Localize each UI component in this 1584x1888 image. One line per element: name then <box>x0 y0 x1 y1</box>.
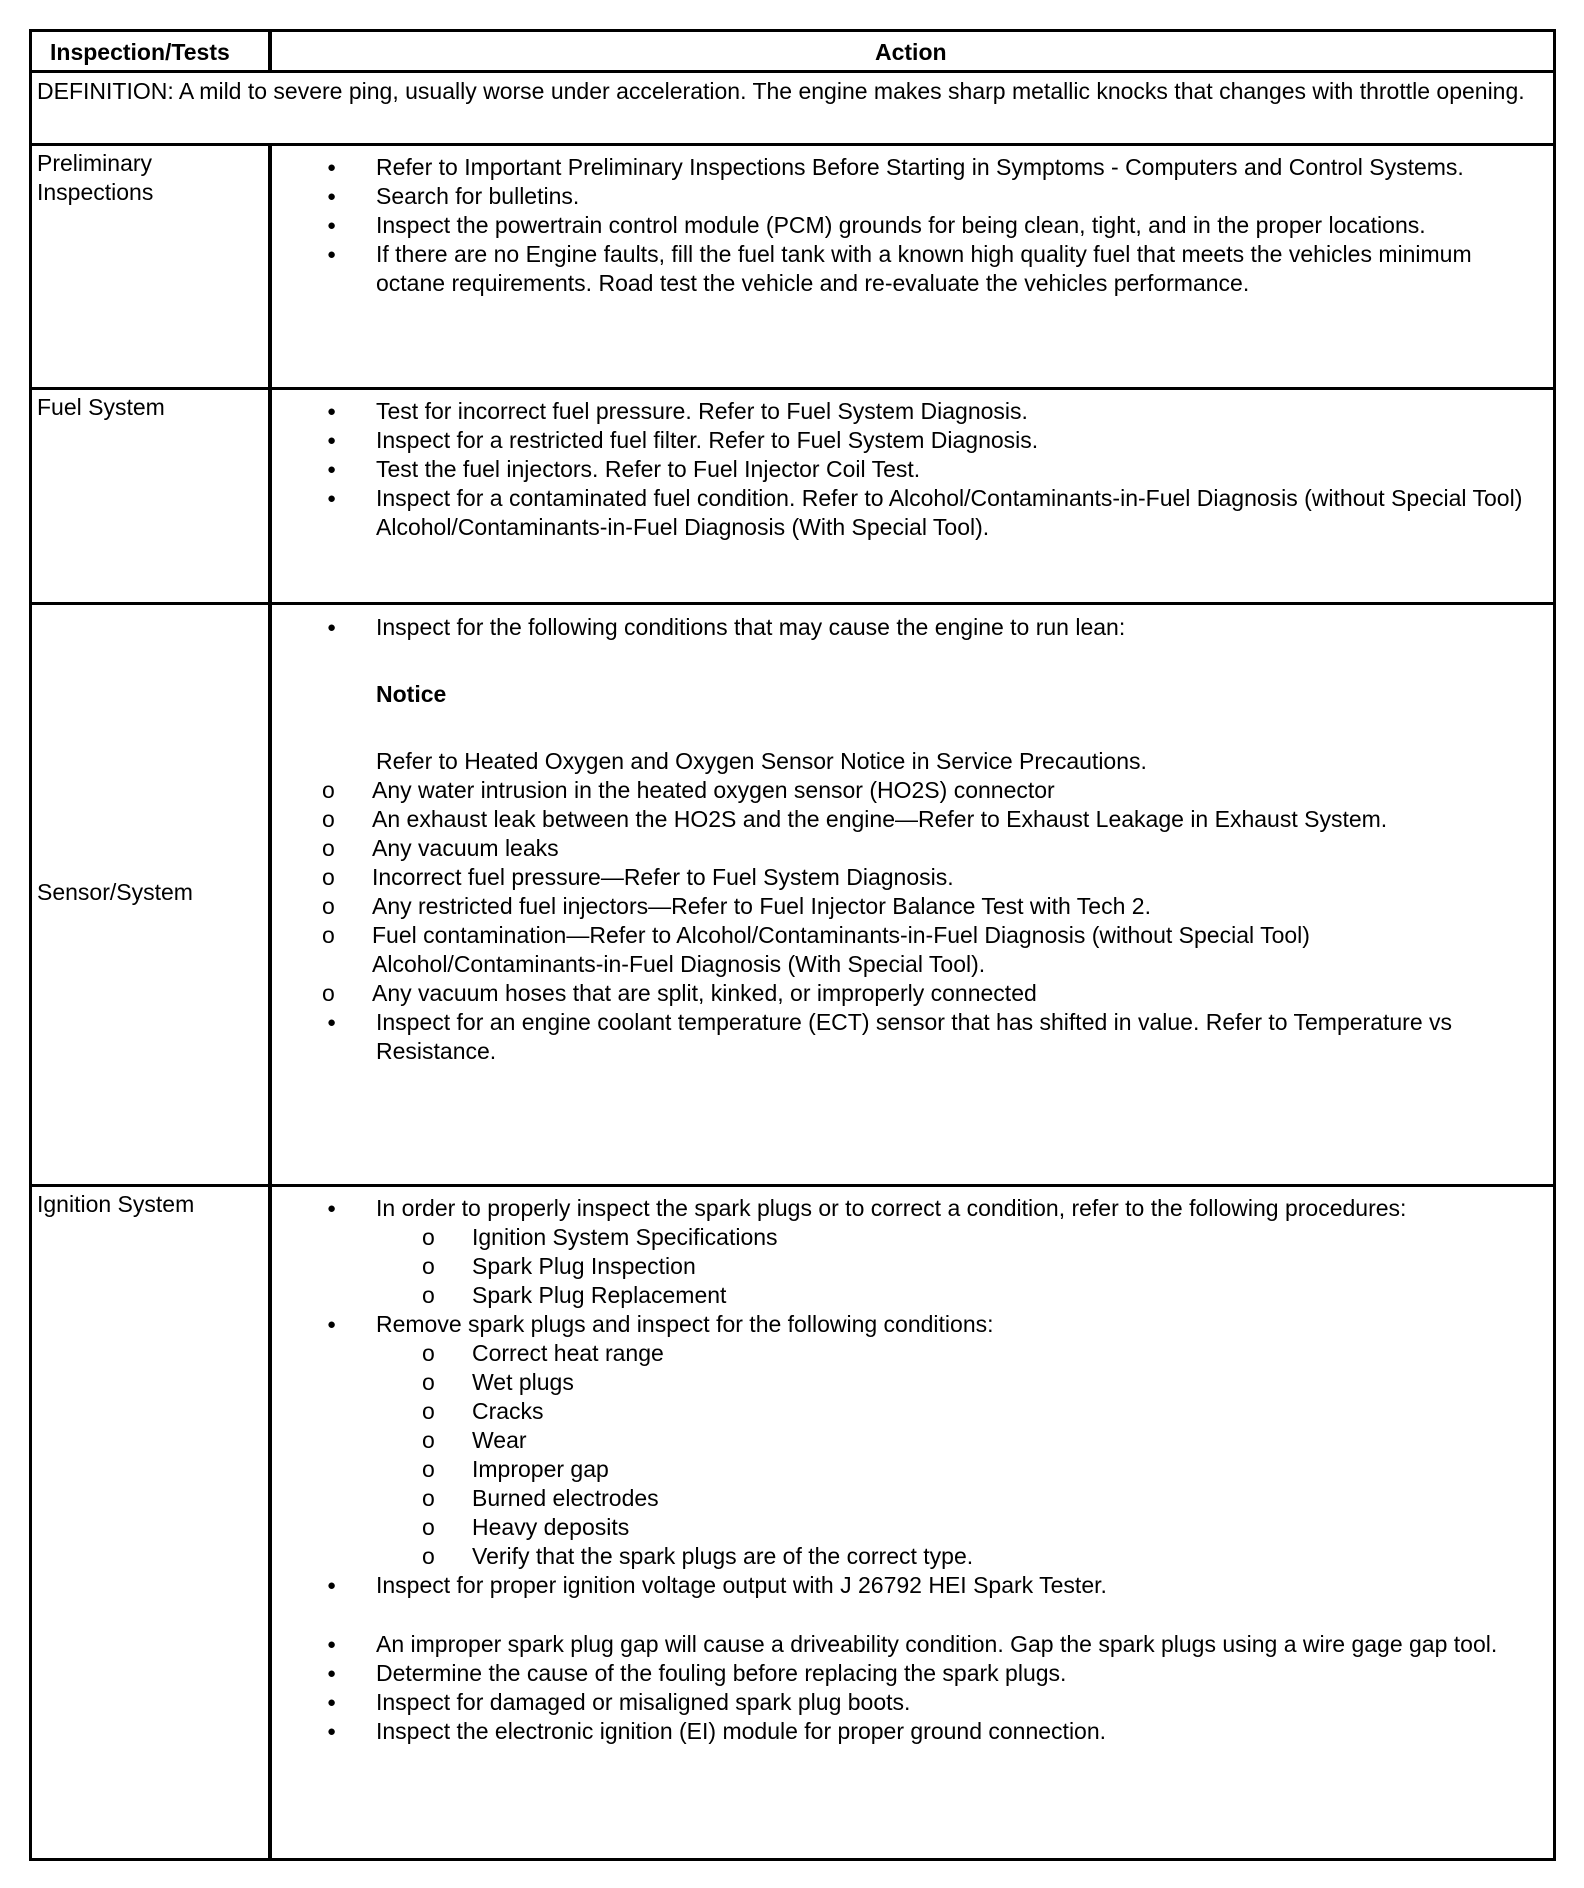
list-item: ● Inspect for an engine coolant temperature (ECT) sensor that has shifted in value. Refer to Temperature vs Resistance. <box>272 1008 1543 1066</box>
sub-list-item: o Ignition System Specifications <box>372 1223 1543 1252</box>
list-item-text: ● Remove spark plugs and inspect for the following conditions: <box>376 1311 994 1337</box>
list-item-text: ● In order to properly inspect the spark plugs or to correct a condition, refer to the following procedures: <box>376 1195 1407 1221</box>
section-title-ignition: Ignition System <box>37 1191 195 1217</box>
sub-list-item: o Any vacuum leaks <box>272 834 1543 863</box>
sub-list-item: o Burned electrodes <box>372 1484 1543 1513</box>
sub-list-item: o An exhaust leak between the HO2S and the engine—Refer to Exhaust Leakage in Exhaust System. <box>272 805 1543 834</box>
list-item: ● Inspect for a contaminated fuel condition. Refer to Alcohol/Contaminants-in-Fuel Diagnosis (without Special Tool) Alcohol/Contaminants-in-Fuel Diagnosis (With Special Tool). <box>272 484 1543 542</box>
row-divider <box>32 387 1553 390</box>
row-divider <box>32 70 1553 73</box>
sub-list-item: o Wear <box>372 1426 1543 1455</box>
list-item: ● Inspect the electronic ignition (EI) module for proper ground connection. <box>272 1717 1543 1746</box>
list-item: ● An improper spark plug gap will cause a driveability condition. Gap the spark plugs using a wire gage gap tool. <box>272 1630 1543 1659</box>
sub-list-item: o Any vacuum hoses that are split, kinked, or improperly connected <box>272 979 1543 1008</box>
section-title-preliminary: Preliminary Inspections <box>37 150 154 205</box>
sub-list-item: o Any water intrusion in the heated oxygen sensor (HO2S) connector <box>272 776 1543 805</box>
list-item: ● If there are no Engine faults, fill the fuel tank with a known high quality fuel that meets the vehicles minimum octane requirements. Road test the vehicle and re-evaluate the vehicles performance. <box>272 240 1543 298</box>
list-item: ● Inspect the powertrain control module (PCM) grounds for being clean, tight, and in the proper locations. <box>272 211 1543 240</box>
sub-list-item: o Heavy deposits <box>372 1513 1543 1542</box>
sub-list-item: o Wet plugs <box>372 1368 1543 1397</box>
sub-list-item: o Spark Plug Inspection <box>372 1252 1543 1281</box>
sub-list-item: o Incorrect fuel pressure—Refer to Fuel System Diagnosis. <box>272 863 1543 892</box>
header-inspection-tests: Inspection/Tests <box>50 39 230 65</box>
list-item <box>272 1310 1543 1571</box>
definition-text: DEFINITION: A mild to severe ping, usually worse under acceleration. The engine makes sharp metallic knocks that changes with throttle opening. <box>37 78 1525 104</box>
list-item: ● Inspect for a restricted fuel filter. Refer to Fuel System Diagnosis. <box>272 426 1543 455</box>
list-item: ● Test for incorrect fuel pressure. Refer to Fuel System Diagnosis. <box>272 397 1543 426</box>
sub-list-item: o Spark Plug Replacement <box>372 1281 1543 1310</box>
header-action: Action <box>875 39 947 65</box>
column-divider-header <box>268 32 272 72</box>
sub-list-item: o Verify that the spark plugs are of the correct type. <box>372 1542 1543 1571</box>
section-actions-preliminary <box>272 153 1543 298</box>
sub-list-item: o Correct heat range <box>372 1339 1543 1368</box>
list-item-text: ● Inspect for the following conditions that may cause the engine to run lean: <box>376 614 1126 640</box>
sub-list-item: o Fuel contamination—Refer to Alcohol/Contaminants-in-Fuel Diagnosis (without Special Tool) Alcohol/Contaminants-in-Fuel Diagnosis (With Special Tool). <box>272 921 1543 979</box>
notice-text: Refer to Heated Oxygen and Oxygen Sensor Notice in Service Precautions. <box>376 748 1147 774</box>
section-title-fuel: Fuel System <box>37 394 165 420</box>
list-item: ● Refer to Important Preliminary Inspections Before Starting in Symptoms - Computers and Control Systems. <box>272 153 1543 182</box>
list-item: ● Determine the cause of the fouling before replacing the spark plugs. <box>272 1659 1543 1688</box>
section-title-sensor: Sensor/System <box>37 879 193 905</box>
row-divider <box>32 602 1553 605</box>
diagnostic-table <box>29 29 1556 1861</box>
list-item <box>272 613 1543 1008</box>
list-item <box>272 1194 1543 1310</box>
list-item: ● Search for bulletins. <box>272 182 1543 211</box>
section-actions-fuel <box>272 397 1543 542</box>
list-item: ● Inspect for proper ignition voltage output with J 26792 HEI Spark Tester. <box>272 1571 1543 1600</box>
section-actions-sensor <box>272 613 1543 1066</box>
list-item: ● Inspect for damaged or misaligned spark plug boots. <box>272 1688 1543 1717</box>
row-divider <box>32 1184 1553 1187</box>
list-item: ● Test the fuel injectors. Refer to Fuel Injector Coil Test. <box>272 455 1543 484</box>
sub-list-item: o Any restricted fuel injectors—Refer to Fuel Injector Balance Test with Tech 2. <box>272 892 1543 921</box>
notice-title: Notice <box>376 681 447 707</box>
row-divider <box>32 143 1553 146</box>
spacer <box>272 1600 1543 1630</box>
sub-list-item: o Improper gap <box>372 1455 1543 1484</box>
sub-list-item: o Cracks <box>372 1397 1543 1426</box>
section-actions-ignition <box>272 1194 1543 1746</box>
